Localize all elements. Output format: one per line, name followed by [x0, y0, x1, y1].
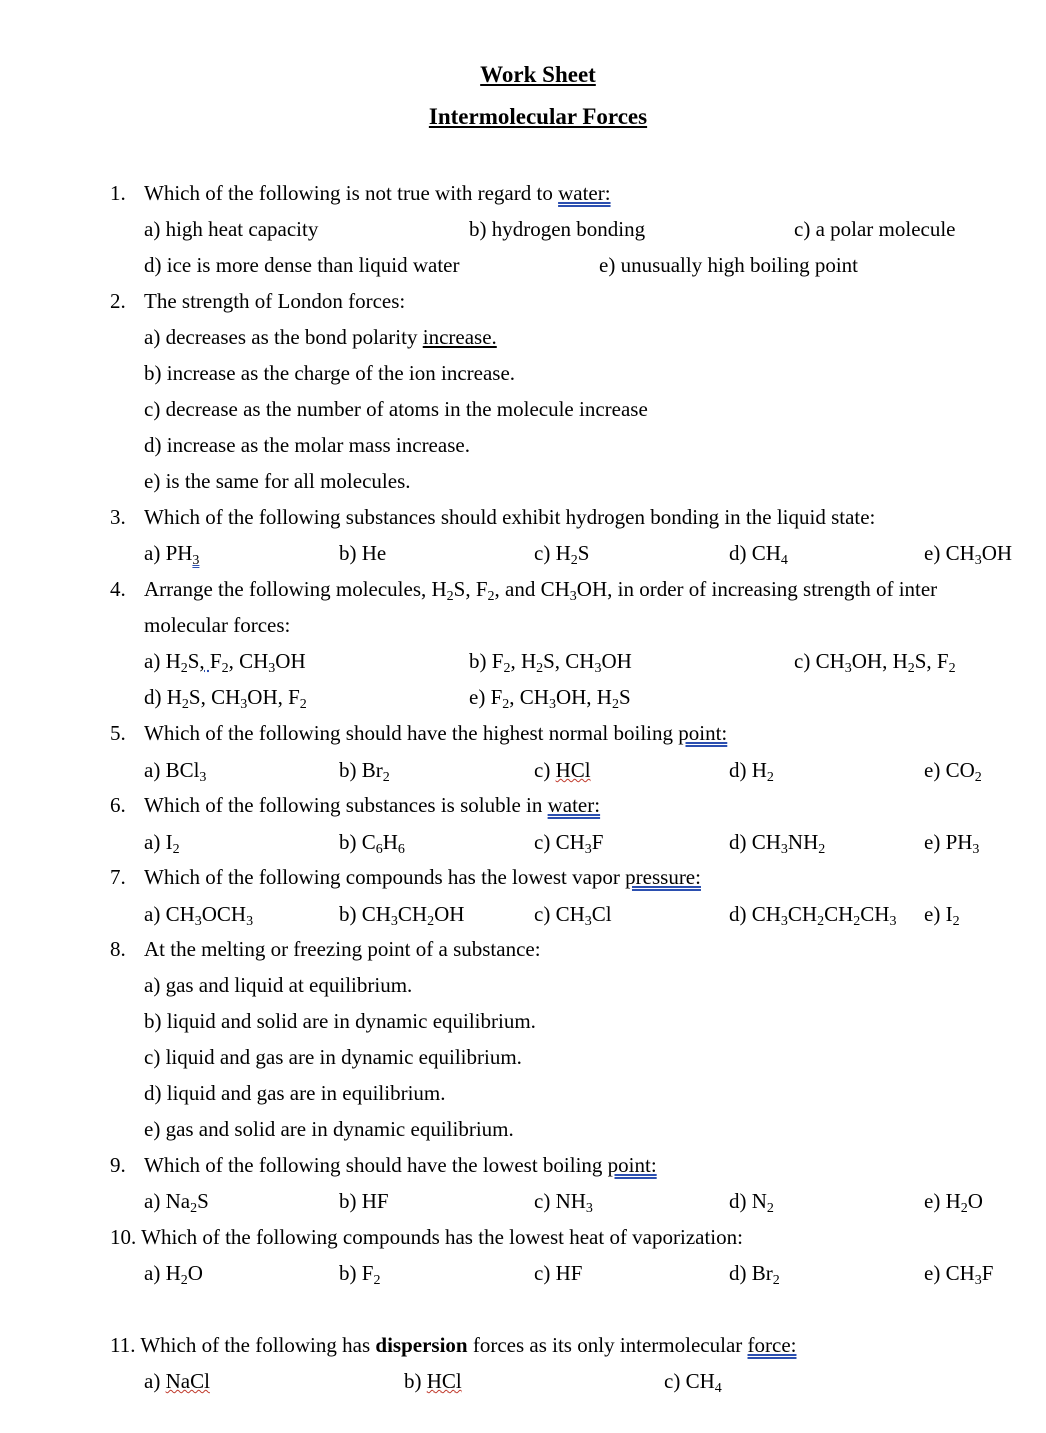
question-9 — [110, 1153, 657, 1178]
option-e: e) is the same for all molecules. — [144, 469, 411, 493]
option-c: c) $CH_3Cl$ — [534, 902, 612, 929]
option-b: b) hydrogen bonding — [469, 217, 646, 241]
question-number: 2. — [110, 289, 126, 313]
question-7 — [110, 865, 701, 890]
question-number: 9. — [110, 1153, 126, 1177]
option-a: a) $I_2$ — [144, 830, 180, 857]
question-number: 7. — [110, 865, 126, 889]
option-b: b) HF — [339, 1189, 389, 1213]
worksheet-subtitle: Intermolecular Forces — [428, 104, 648, 129]
option-text-underlined: increase. — [422, 325, 497, 349]
option-text: NaCl — [165, 1369, 210, 1393]
option-a: a) high heat capacity — [144, 217, 319, 241]
worksheet-title: Work Sheet — [480, 62, 596, 87]
option-e: e) gas and solid are in dynamic equilibrium. — [144, 1117, 514, 1141]
option-a: a) $H_2O$ — [144, 1261, 203, 1288]
question-4: 4. Arrange the following molecules, $H_2S$, $F_2$, and $CH_3OH$, in order of increasing strength of inter — [110, 577, 938, 604]
option-a: a) $PH_3$ — [144, 541, 200, 568]
option-text: HCl — [426, 1369, 462, 1393]
question-text-link: water: — [547, 793, 601, 817]
option-c: c) a polar molecule — [794, 217, 956, 241]
question-11 — [110, 1333, 796, 1358]
question-8 — [110, 937, 541, 962]
option-c: c) HF — [534, 1261, 583, 1285]
option-b: b) HCl — [404, 1369, 462, 1393]
option-d: d) $N_2$ — [729, 1189, 774, 1216]
question-text-link: pressure: — [625, 865, 701, 889]
option-e: e) $PH_3$ — [924, 830, 980, 857]
option-a: a) NaCl — [144, 1369, 210, 1393]
option-d: d) $CH_3CH_2CH_2CH_3$ — [729, 902, 897, 929]
option-b: b) $F_2$ — [339, 1261, 381, 1288]
question-10 — [110, 1225, 743, 1250]
option-text: c) H — [534, 541, 571, 565]
option-text: c) CH — [664, 1369, 715, 1393]
option-e: e) unusually high boiling point — [599, 253, 858, 277]
option-c: c) decrease as the number of atoms in the molecule increase — [144, 397, 648, 421]
option-e: e) $CH_3F$ — [924, 1261, 994, 1288]
option-b: b) increase as the charge of the ion increase. — [144, 361, 516, 385]
option-b: b) $C_6H_6$ — [339, 830, 405, 857]
option-c: c) $CH_4$ — [664, 1369, 722, 1396]
question-text: S, F — [453, 577, 488, 601]
option-d: d) $H_2$ — [729, 758, 774, 785]
option-b: b) $F_2$, $H_2S$, $CH_3OH$ — [469, 649, 632, 676]
question-number: 11. — [110, 1333, 136, 1357]
option-e: e) $CO_2$ — [924, 758, 982, 785]
option-c: c) $NH_3$ — [534, 1189, 593, 1216]
option-c: c) $CH_3OH$, $H_2S$, $F_2$ — [794, 649, 956, 676]
question-text: Which of the following compounds has the lowest vapor — [144, 865, 626, 889]
question-text: OH, in order of increasing strength of inter — [576, 577, 938, 601]
option-b: b) $Br_2$ — [339, 758, 390, 785]
question-number: 8. — [110, 937, 126, 961]
option-d: d) $Br_2$ — [729, 1261, 780, 1288]
question-1 — [110, 181, 611, 206]
option-b: b) liquid and solid are in dynamic equilibrium. — [144, 1009, 536, 1033]
question-text: Which of the following should have the lowest boiling — [144, 1153, 608, 1177]
option-a: a) $Na_2S$ — [144, 1189, 209, 1216]
question-number: 1. — [110, 181, 126, 205]
option-a: a) $H_2S$, $F_2$, $CH_3OH$ — [144, 649, 306, 676]
question-number: 5. — [110, 721, 126, 745]
option-d: d) $H_2S$, $CH_3OH$, $F_2$ — [144, 685, 307, 712]
question-text-link: point: — [607, 1153, 657, 1177]
question-5 — [110, 721, 727, 746]
question-text: forces as its only intermolecular — [467, 1333, 748, 1357]
option-text: a) PH — [144, 541, 193, 565]
question-number: 6. — [110, 793, 126, 817]
option-d: d) $CH_3NH_2$ — [729, 830, 826, 857]
option-e: e) $H_2O$ — [924, 1189, 983, 1216]
option-e: e) $CH_3OH$ — [924, 541, 1013, 568]
question-text: Which of the following compounds has the lowest heat of vaporization: — [141, 1225, 743, 1249]
option-text: d) CH — [729, 541, 781, 565]
option-a: a) $CH_3OCH_3$ — [144, 902, 254, 929]
option-c: c) $H_2S$ — [534, 541, 590, 568]
option-d: d) $CH_4$ — [729, 541, 788, 568]
option-a: a) BCl$_3$ — [144, 758, 207, 785]
option-b: b) He — [339, 541, 387, 565]
option-b: b) $CH_3CH_2OH$ — [339, 902, 465, 929]
option-c: c) HCl — [534, 758, 591, 782]
question-text: At the melting or freezing point of a substance: — [144, 937, 541, 961]
option-d: d) liquid and gas are in equilibrium. — [144, 1081, 446, 1105]
question-2 — [110, 289, 405, 314]
option-a — [144, 325, 497, 350]
option-c: c) liquid and gas are in dynamic equilibrium. — [144, 1045, 522, 1069]
option-a: a) gas and liquid at equilibrium. — [144, 973, 413, 997]
question-6 — [110, 793, 600, 818]
option-text: a) decreases as the bond polarity — [144, 325, 423, 349]
question-number: 4. — [110, 577, 126, 601]
option-e: e) $F_2$, $CH_3OH$, $H_2S$ — [469, 685, 631, 712]
question-text-link: force: — [747, 1333, 797, 1357]
option-d: d) increase as the molar mass increase. — [144, 433, 470, 457]
question-text-link: water: — [558, 181, 611, 205]
question-keyword: dispersion — [375, 1333, 468, 1357]
question-number: 10. — [110, 1225, 137, 1249]
question-text: Which of the following should have the highest normal boiling — [144, 721, 679, 745]
question-text: Arrange the following molecules, H — [144, 577, 447, 601]
option-text: e) CH — [924, 541, 975, 565]
question-text-link: point: — [678, 721, 728, 745]
question-text: Which of the following is not true with regard to — [144, 181, 559, 205]
option-d: d) ice is more dense than liquid water — [144, 253, 460, 277]
option-c: c) $CH_3F$ — [534, 830, 604, 857]
question-text: The strength of London forces: — [144, 289, 406, 313]
question-number: 3. — [110, 505, 126, 529]
question-text: Which of the following has — [140, 1333, 376, 1357]
question-text: Which of the following substances should exhibit hydrogen bonding in the liquid state: — [144, 505, 876, 529]
question-text: Which of the following substances is soluble in — [144, 793, 548, 817]
option-e: e) $I_2$ — [924, 902, 960, 929]
question-3 — [110, 505, 875, 530]
question-text: , and CH — [494, 577, 570, 601]
question-continuation: molecular forces: — [144, 613, 291, 637]
